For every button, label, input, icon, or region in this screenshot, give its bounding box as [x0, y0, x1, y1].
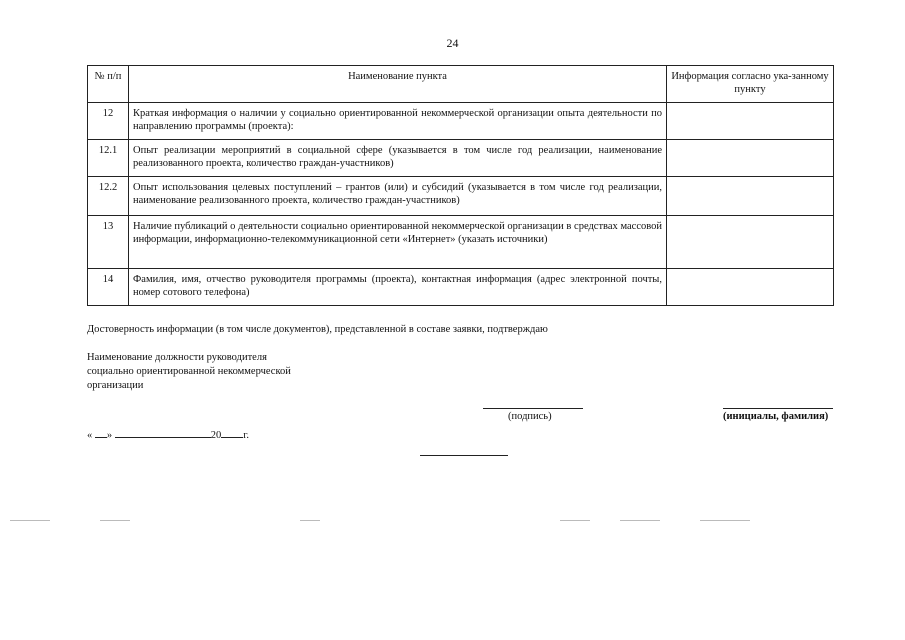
name-caption: (инициалы, фамилия) [723, 411, 829, 422]
row-info-cell[interactable] [667, 269, 834, 306]
row-info-cell[interactable] [667, 216, 834, 269]
row-num: 12.2 [88, 177, 129, 216]
date-open-quote: « [87, 430, 93, 441]
table-row [88, 216, 834, 269]
table-row [88, 103, 834, 140]
date-year-field[interactable] [221, 427, 243, 438]
row-info-cell[interactable] [667, 177, 834, 216]
signature-line[interactable] [483, 408, 583, 409]
table-row [88, 177, 834, 216]
row-info-cell[interactable] [667, 140, 834, 177]
row-name: Опыт реализации мероприятий в социальной сфере (указывается в том числе год реализации, наименование реализованного проекта, количество граждан-участников) [129, 140, 667, 177]
date-year-prefix: 20 [210, 430, 222, 441]
row-name: Наличие публикаций о деятельности социально ориентированной некоммерческой организации в средствах массовой информации, информационно-телекоммуникационной сети «Интернет» (указать источники) [129, 216, 667, 269]
row-num: 12.1 [88, 140, 129, 177]
row-name: Краткая информация о наличии у социально ориентированной некоммерческой организации опыта деятельности по направлению программы (проекта): [129, 103, 667, 140]
position-label: Наименование должности руководителя социально ориентированной некоммерческой организации [87, 352, 291, 391]
scan-artifacts [0, 520, 905, 523]
info-table [87, 65, 834, 306]
separator-line [420, 455, 508, 456]
confirmation-text: Достоверность информации (в том числе документов), представленной в составе заявки, подтверждаю [87, 324, 548, 335]
page-number: 24 [446, 36, 459, 50]
row-num: 13 [88, 216, 129, 269]
signature-caption: (подпись) [508, 411, 552, 422]
row-num: 12 [88, 103, 129, 140]
row-name: Опыт использования целевых поступлений – грантов (или) и субсидий (указывается в том числе год реализации, наименование реализованного проекта, количество граждан-участников) [129, 177, 667, 216]
header-info: Информация согласно ука-занному пункту [667, 66, 834, 103]
date-day-field[interactable] [95, 427, 107, 438]
date-line [87, 427, 249, 441]
row-num: 14 [88, 269, 129, 306]
header-name: Наименование пункта [129, 66, 667, 103]
name-line[interactable] [723, 408, 833, 409]
table-row [88, 140, 834, 177]
date-close-quote: » [106, 430, 113, 441]
date-month-field[interactable] [115, 427, 211, 438]
table-row [88, 269, 834, 306]
date-year-suffix: г. [243, 430, 249, 441]
row-info-cell[interactable] [667, 103, 834, 140]
header-num: № п/п [88, 66, 129, 103]
row-name: Фамилия, имя, отчество руководителя программы (проекта), контактная информация (адрес электронной почты, номер сотового телефона) [129, 269, 667, 306]
table-header-row [88, 66, 834, 103]
